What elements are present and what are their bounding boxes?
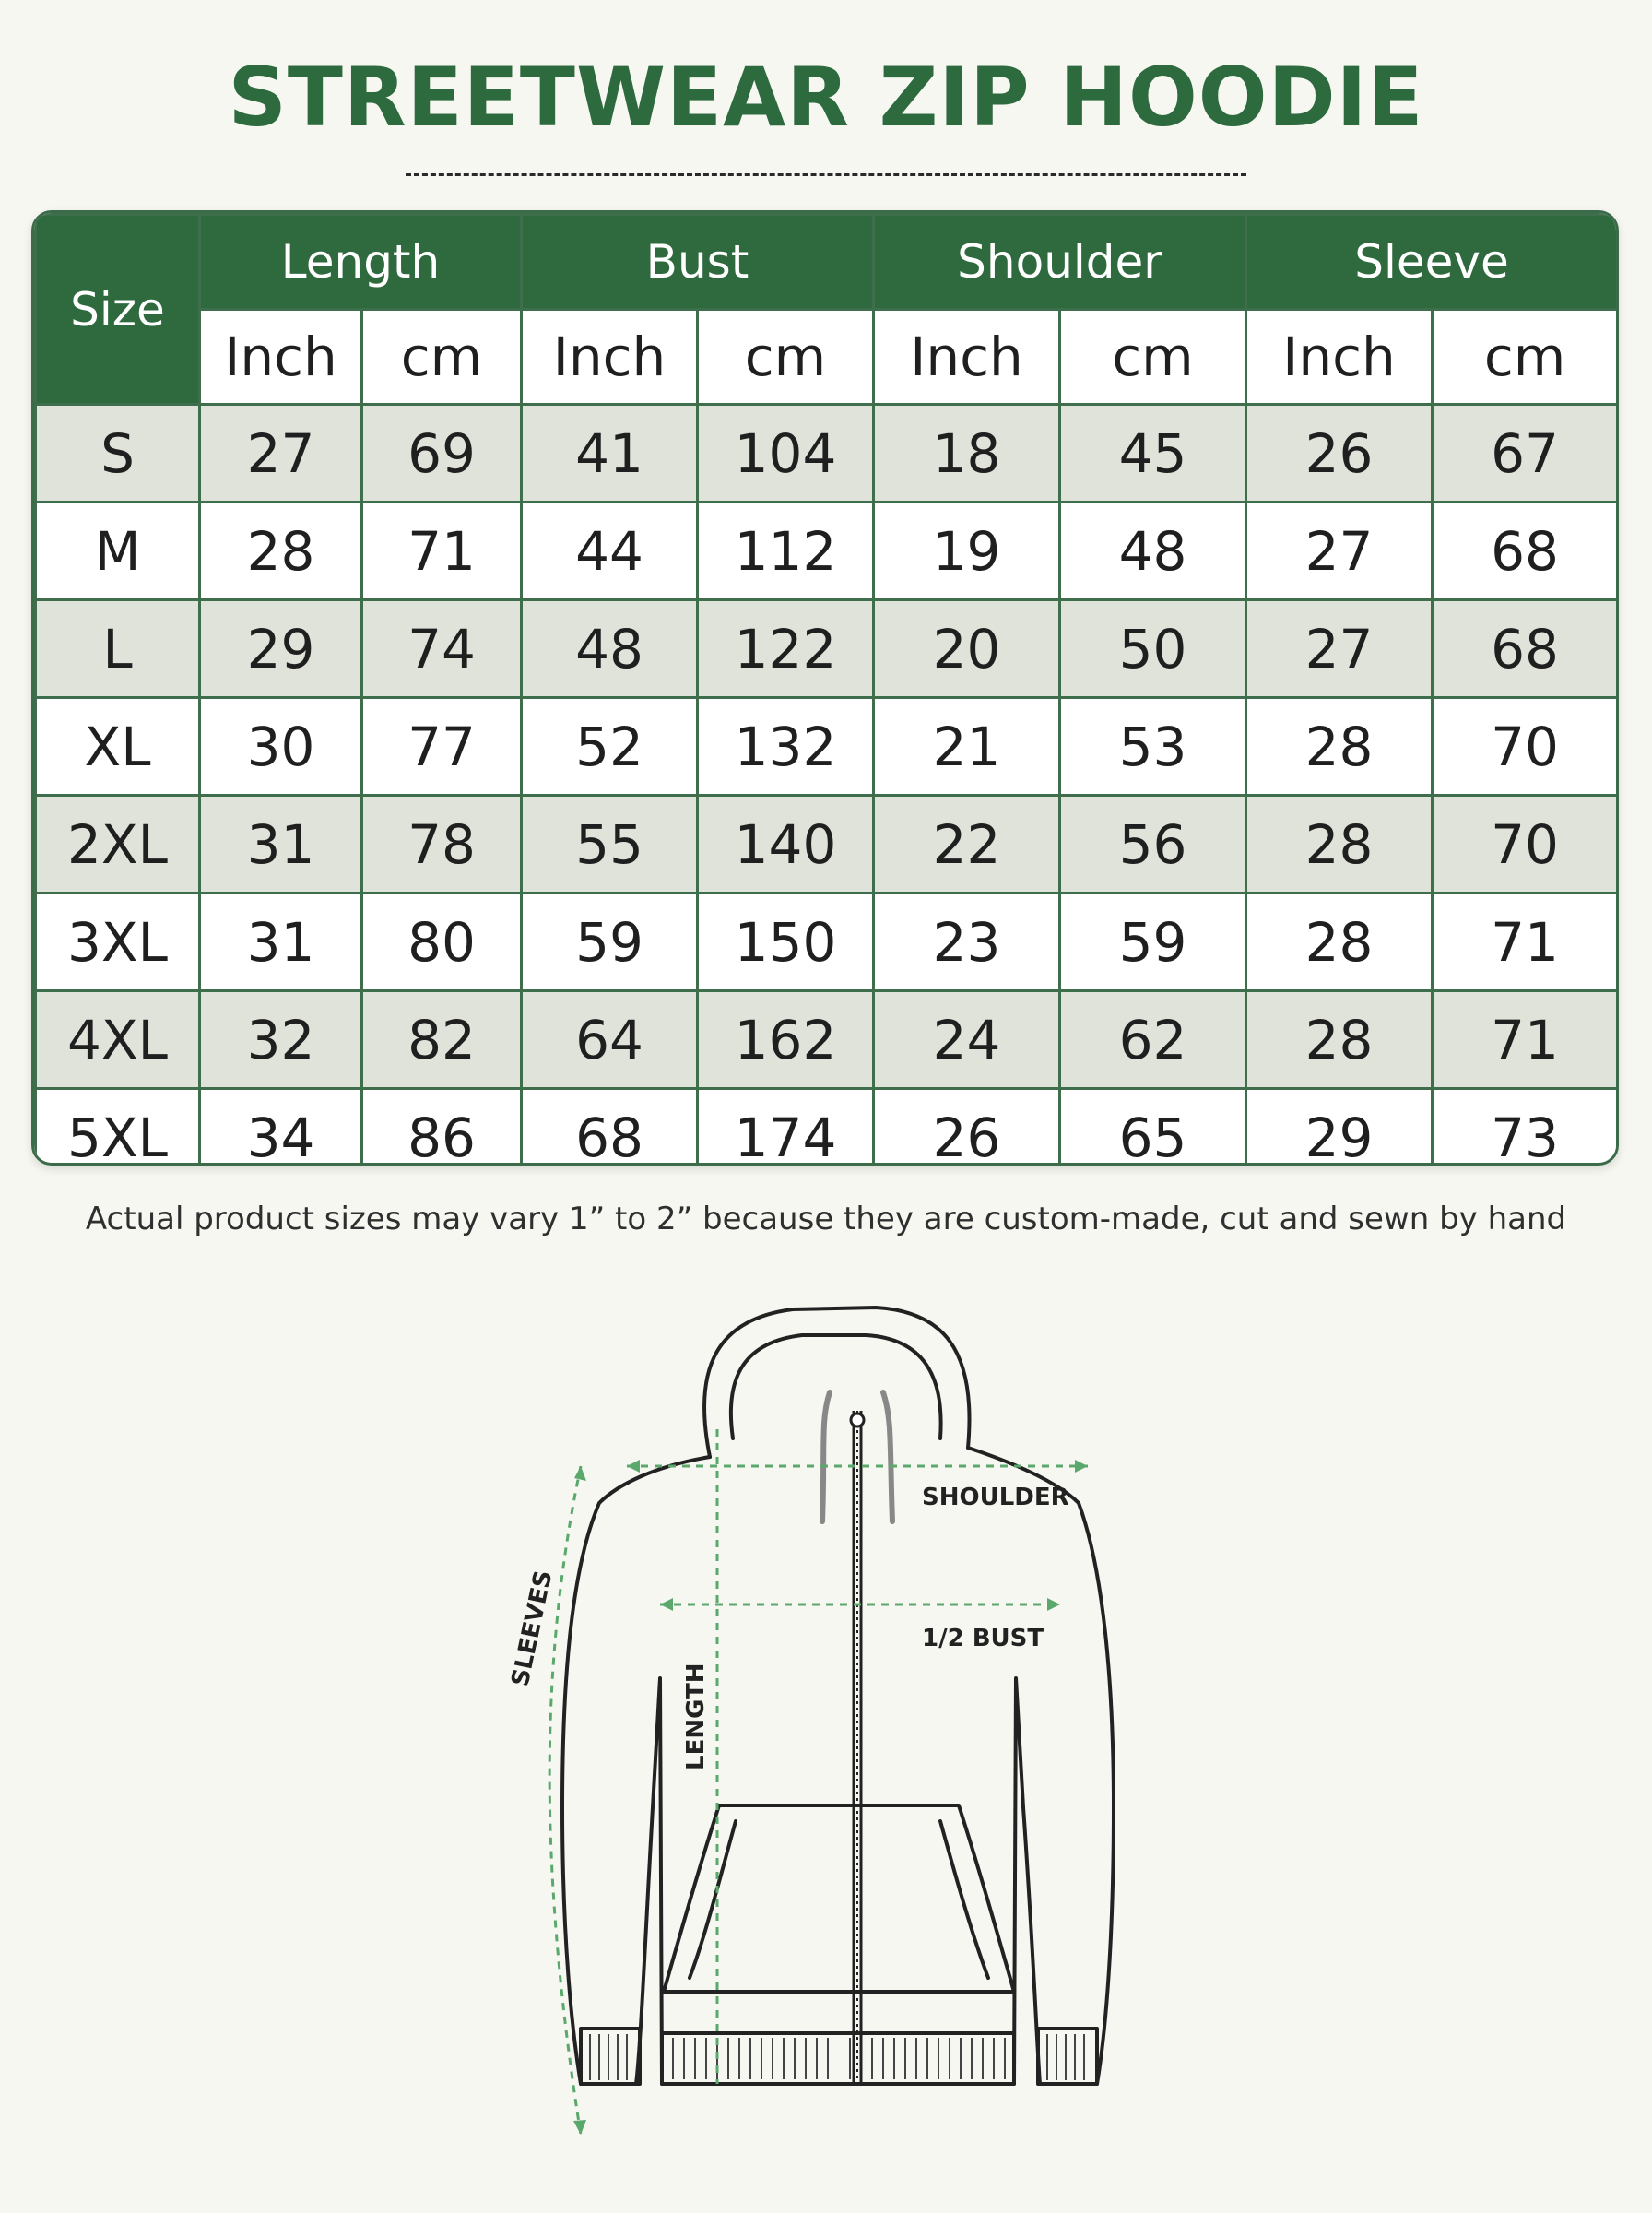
sleeve-cm-cell: 70 xyxy=(1433,698,1618,796)
table-row xyxy=(36,503,1618,600)
ribbing-texture xyxy=(590,2034,1084,2080)
bust-inch-cell: 48 xyxy=(522,600,698,698)
shoulder-label: SHOULDER xyxy=(922,1484,1069,1511)
table-row xyxy=(36,1089,1618,1166)
shoulder-cm-cell: 48 xyxy=(1060,503,1246,600)
length-cm-cell: 77 xyxy=(362,698,522,796)
sleeve-inch-cell: 26 xyxy=(1246,405,1433,503)
hood-inner xyxy=(731,1335,941,1438)
sleeve-measure-line xyxy=(549,1466,581,2135)
sleeves-label: SLEEVES xyxy=(506,1568,559,1689)
shoulder-cm-cell: 59 xyxy=(1060,893,1246,991)
bust-cm-cell: 122 xyxy=(698,600,874,698)
length-inch-cell: 31 xyxy=(200,796,362,893)
hoodie-measurement-diagram xyxy=(442,1291,1198,2176)
length-inch-cell: 28 xyxy=(200,503,362,600)
sleeve-cm-cell: 71 xyxy=(1433,991,1618,1089)
size-cell: M xyxy=(36,503,200,600)
unit-header-cm: cm xyxy=(1433,310,1618,405)
sleeve-cm-cell: 68 xyxy=(1433,600,1618,698)
length-group-header: Length xyxy=(200,215,522,310)
length-inch-cell: 32 xyxy=(200,991,362,1089)
shoulder-cm-cell: 65 xyxy=(1060,1089,1246,1166)
table-row xyxy=(36,893,1618,991)
unit-header-inch: Inch xyxy=(200,310,362,405)
unit-header-cm: cm xyxy=(1060,310,1246,405)
page-title: STREETWEAR ZIP HOODIE xyxy=(228,50,1424,145)
bust-cm-cell: 174 xyxy=(698,1089,874,1166)
unit-header-cm: cm xyxy=(362,310,522,405)
shoulder-cm-cell: 56 xyxy=(1060,796,1246,893)
sleeve-inch-cell: 29 xyxy=(1246,1089,1433,1166)
length-inch-cell: 27 xyxy=(200,405,362,503)
size-cell: XL xyxy=(36,698,200,796)
shoulder-cm-cell: 50 xyxy=(1060,600,1246,698)
table-row xyxy=(36,991,1618,1089)
bust-cm-cell: 140 xyxy=(698,796,874,893)
length-inch-cell: 31 xyxy=(200,893,362,991)
bust-inch-cell: 59 xyxy=(522,893,698,991)
sleeve-inch-cell: 27 xyxy=(1246,503,1433,600)
shoulder-inch-cell: 19 xyxy=(874,503,1060,600)
size-column-header: Size xyxy=(36,215,200,405)
length-inch-cell: 34 xyxy=(200,1089,362,1166)
shoulder-cm-cell: 53 xyxy=(1060,698,1246,796)
size-cell: S xyxy=(36,405,200,503)
length-cm-cell: 86 xyxy=(362,1089,522,1166)
zipper xyxy=(851,1411,864,2084)
sleeve-cm-cell: 73 xyxy=(1433,1089,1618,1166)
size-cell: L xyxy=(36,600,200,698)
shoulder-cm-cell: 62 xyxy=(1060,991,1246,1089)
length-cm-cell: 82 xyxy=(362,991,522,1089)
bust-cm-cell: 104 xyxy=(698,405,874,503)
bust-cm-cell: 132 xyxy=(698,698,874,796)
sleeve-inch-cell: 28 xyxy=(1246,893,1433,991)
unit-header-inch: Inch xyxy=(874,310,1060,405)
sleeve-cm-cell: 70 xyxy=(1433,796,1618,893)
length-cm-cell: 80 xyxy=(362,893,522,991)
length-cm-cell: 69 xyxy=(362,405,522,503)
size-cell: 4XL xyxy=(36,991,200,1089)
bust-cm-cell: 150 xyxy=(698,893,874,991)
size-variance-note: Actual product sizes may vary 1” to 2” because they are custom-made, cut and sewn by hand xyxy=(85,1201,1567,1237)
size-cell: 3XL xyxy=(36,893,200,991)
table-row xyxy=(36,405,1618,503)
shoulder-inch-cell: 23 xyxy=(874,893,1060,991)
sleeve-cm-cell: 68 xyxy=(1433,503,1618,600)
unit-header-cm: cm xyxy=(698,310,874,405)
length-cm-cell: 74 xyxy=(362,600,522,698)
sleeve-inch-cell: 28 xyxy=(1246,796,1433,893)
size-cell: 2XL xyxy=(36,796,200,893)
table-row xyxy=(36,698,1618,796)
shoulder-cm-cell: 45 xyxy=(1060,405,1246,503)
shoulder-inch-cell: 20 xyxy=(874,600,1060,698)
sleeve-inch-cell: 27 xyxy=(1246,600,1433,698)
shoulder-group-header: Shoulder xyxy=(874,215,1246,310)
sleeve-group-header: Sleeve xyxy=(1246,215,1618,310)
bust-inch-cell: 55 xyxy=(522,796,698,893)
hoodie-body-outline xyxy=(562,1448,1114,2084)
unit-header-inch: Inch xyxy=(1246,310,1433,405)
length-inch-cell: 30 xyxy=(200,698,362,796)
bust-inch-cell: 41 xyxy=(522,405,698,503)
bust-inch-cell: 44 xyxy=(522,503,698,600)
hood-outline xyxy=(704,1308,970,1457)
bust-cm-cell: 112 xyxy=(698,503,874,600)
sleeve-inch-cell: 28 xyxy=(1246,991,1433,1089)
length-inch-cell: 29 xyxy=(200,600,362,698)
sleeve-cm-cell: 67 xyxy=(1433,405,1618,503)
shoulder-inch-cell: 21 xyxy=(874,698,1060,796)
bust-group-header: Bust xyxy=(522,215,874,310)
shoulder-inch-cell: 22 xyxy=(874,796,1060,893)
bust-inch-cell: 64 xyxy=(522,991,698,1089)
length-cm-cell: 78 xyxy=(362,796,522,893)
unit-header-inch: Inch xyxy=(522,310,698,405)
bust-label: 1/2 BUST xyxy=(922,1625,1044,1652)
table-row xyxy=(36,600,1618,698)
shoulder-inch-cell: 24 xyxy=(874,991,1060,1089)
length-label: LENGTH xyxy=(682,1663,710,1770)
bust-cm-cell: 162 xyxy=(698,991,874,1089)
table-row xyxy=(36,796,1618,893)
length-cm-cell: 71 xyxy=(362,503,522,600)
title-divider xyxy=(406,173,1246,176)
bust-inch-cell: 68 xyxy=(522,1089,698,1166)
shoulder-inch-cell: 18 xyxy=(874,405,1060,503)
sleeve-cm-cell: 71 xyxy=(1433,893,1618,991)
shoulder-inch-cell: 26 xyxy=(874,1089,1060,1166)
size-chart-table xyxy=(31,210,1619,1166)
bust-inch-cell: 52 xyxy=(522,698,698,796)
sleeve-inch-cell: 28 xyxy=(1246,698,1433,796)
size-cell: 5XL xyxy=(36,1089,200,1166)
